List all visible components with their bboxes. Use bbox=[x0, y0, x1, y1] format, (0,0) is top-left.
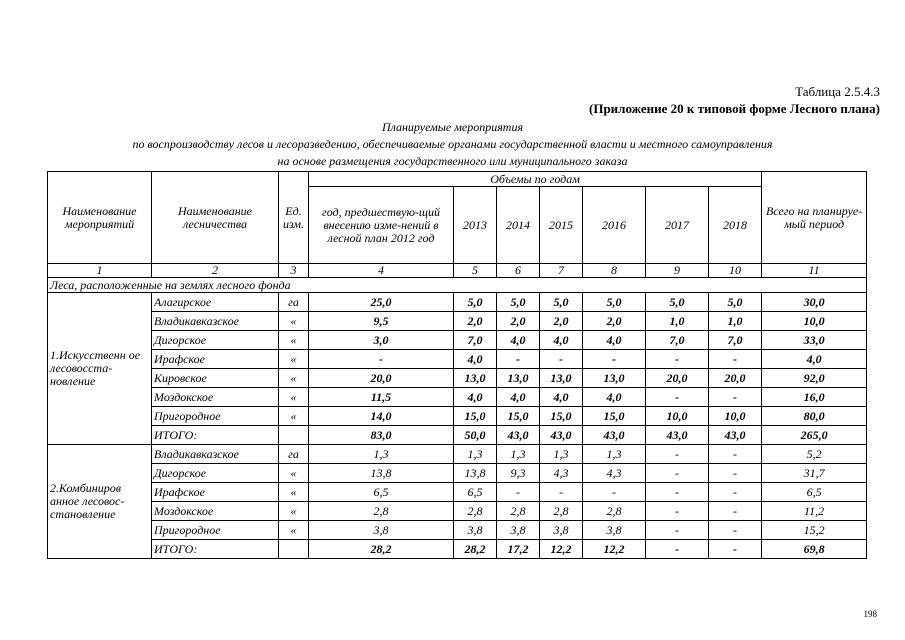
table-row bbox=[48, 521, 867, 540]
unit-cell: « bbox=[279, 464, 309, 483]
year-value: 43,0 bbox=[540, 426, 583, 445]
column-number: 4 bbox=[309, 264, 454, 278]
table-row bbox=[48, 407, 867, 426]
forestry-name: Дигорское bbox=[152, 464, 279, 483]
year-value: 3,8 bbox=[540, 521, 583, 540]
year-value: 2,0 bbox=[454, 312, 497, 331]
year-value: 20,0 bbox=[709, 369, 762, 388]
year-value: - bbox=[709, 521, 762, 540]
year-value: 2,8 bbox=[454, 502, 497, 521]
year-value: 2,0 bbox=[583, 312, 646, 331]
year-value: 13,0 bbox=[583, 369, 646, 388]
year-value: 9,3 bbox=[497, 464, 540, 483]
col-header-year: 2017 bbox=[646, 187, 709, 264]
year-value: 5,0 bbox=[646, 293, 709, 312]
year-value: 28,2 bbox=[454, 540, 497, 559]
total-value: 10,0 bbox=[762, 312, 867, 331]
year-value: - bbox=[583, 483, 646, 502]
year-value: 4,0 bbox=[540, 331, 583, 350]
unit-cell: « bbox=[279, 312, 309, 331]
year-value: 1,3 bbox=[583, 445, 646, 464]
year-value: 4,3 bbox=[540, 464, 583, 483]
year-value: - bbox=[646, 540, 709, 559]
total-value: 5,2 bbox=[762, 445, 867, 464]
year-value: 15,0 bbox=[497, 407, 540, 426]
before-value: 3,8 bbox=[309, 521, 454, 540]
table-row bbox=[48, 540, 867, 559]
year-value: 7,0 bbox=[646, 331, 709, 350]
forestry-name: ИТОГО: bbox=[152, 540, 279, 559]
forestry-name: Кировское bbox=[152, 369, 279, 388]
year-value: 20,0 bbox=[646, 369, 709, 388]
column-number: 11 bbox=[762, 264, 867, 278]
before-value: - bbox=[309, 350, 454, 369]
year-value: 1,3 bbox=[540, 445, 583, 464]
forestry-name: Владикавказское bbox=[152, 445, 279, 464]
year-value: 17,2 bbox=[497, 540, 540, 559]
year-value: - bbox=[646, 445, 709, 464]
year-value: 7,0 bbox=[454, 331, 497, 350]
year-value: 1,3 bbox=[497, 445, 540, 464]
page-number: 198 bbox=[863, 609, 877, 619]
before-value: 83,0 bbox=[309, 426, 454, 445]
before-value: 20,0 bbox=[309, 369, 454, 388]
unit-cell: « bbox=[279, 388, 309, 407]
before-value: 25,0 bbox=[309, 293, 454, 312]
total-value: 265,0 bbox=[762, 426, 867, 445]
year-value: 43,0 bbox=[583, 426, 646, 445]
table-row bbox=[48, 388, 867, 407]
year-value: 4,0 bbox=[540, 388, 583, 407]
year-value: 1,0 bbox=[646, 312, 709, 331]
year-value: - bbox=[646, 483, 709, 502]
total-value: 6,5 bbox=[762, 483, 867, 502]
year-value: - bbox=[709, 350, 762, 369]
before-value: 11,5 bbox=[309, 388, 454, 407]
year-value: - bbox=[709, 540, 762, 559]
before-value: 6,5 bbox=[309, 483, 454, 502]
activity-name: 1.Искусственн ое лесовосста-новление bbox=[48, 293, 152, 445]
col-header-forestry: Наименование лесничества bbox=[152, 172, 279, 264]
year-value: - bbox=[709, 464, 762, 483]
table-row bbox=[48, 464, 867, 483]
year-value: 13,0 bbox=[454, 369, 497, 388]
year-value: 2,8 bbox=[497, 502, 540, 521]
forestry-name: Дигорское bbox=[152, 331, 279, 350]
table-body bbox=[48, 172, 867, 559]
title-line-3: на основе размещения государственного или муниципального заказа bbox=[277, 154, 628, 168]
unit-cell bbox=[279, 540, 309, 559]
year-value: 43,0 bbox=[646, 426, 709, 445]
year-value: - bbox=[497, 483, 540, 502]
table-row bbox=[48, 502, 867, 521]
total-value: 30,0 bbox=[762, 293, 867, 312]
table-row bbox=[48, 483, 867, 502]
year-value: 15,0 bbox=[583, 407, 646, 426]
before-value: 3,0 bbox=[309, 331, 454, 350]
year-value: 5,0 bbox=[540, 293, 583, 312]
column-number: 6 bbox=[497, 264, 540, 278]
year-value: 3,8 bbox=[454, 521, 497, 540]
year-value: 5,0 bbox=[709, 293, 762, 312]
before-value: 14,0 bbox=[309, 407, 454, 426]
forestry-name: Пригородное bbox=[152, 521, 279, 540]
year-value: 15,0 bbox=[454, 407, 497, 426]
column-number: 10 bbox=[709, 264, 762, 278]
year-value: 2,8 bbox=[583, 502, 646, 521]
unit-cell: « bbox=[279, 331, 309, 350]
unit-cell: « bbox=[279, 369, 309, 388]
year-value: 5,0 bbox=[583, 293, 646, 312]
column-number: 2 bbox=[152, 264, 279, 278]
total-value: 15,2 bbox=[762, 521, 867, 540]
year-value: 12,2 bbox=[583, 540, 646, 559]
unit-cell: га bbox=[279, 445, 309, 464]
total-value: 31,7 bbox=[762, 464, 867, 483]
col-header-year: 2018 bbox=[709, 187, 762, 264]
col-header-year: 2014 bbox=[497, 187, 540, 264]
year-value: 7,0 bbox=[709, 331, 762, 350]
year-value: - bbox=[646, 464, 709, 483]
forestry-name: Ирафское bbox=[152, 483, 279, 502]
forestry-name: Алагирское bbox=[152, 293, 279, 312]
year-value: 5,0 bbox=[454, 293, 497, 312]
year-value: - bbox=[540, 483, 583, 502]
before-value: 13,8 bbox=[309, 464, 454, 483]
year-value: 43,0 bbox=[497, 426, 540, 445]
table-row bbox=[48, 331, 867, 350]
col-header-total: Всего на планируе-мый период bbox=[762, 172, 867, 264]
title-line-1: Планируемые мероприятия bbox=[381, 120, 524, 134]
year-value: - bbox=[583, 350, 646, 369]
year-value: 5,0 bbox=[497, 293, 540, 312]
year-value: 50,0 bbox=[454, 426, 497, 445]
total-value: 33,0 bbox=[762, 331, 867, 350]
col-header-unit: Ед. изм. bbox=[279, 172, 309, 264]
activity-name: 2.Комбиниров анное лесовос-становление bbox=[48, 445, 152, 559]
year-value: 4,0 bbox=[583, 388, 646, 407]
table-row bbox=[48, 350, 867, 369]
total-value: 4,0 bbox=[762, 350, 867, 369]
unit-cell: га bbox=[279, 293, 309, 312]
before-value: 28,2 bbox=[309, 540, 454, 559]
total-value: 92,0 bbox=[762, 369, 867, 388]
year-value: 4,0 bbox=[454, 388, 497, 407]
unit-cell bbox=[279, 426, 309, 445]
year-value: - bbox=[646, 350, 709, 369]
year-value: 6,5 bbox=[454, 483, 497, 502]
table-row bbox=[48, 293, 867, 312]
table-row bbox=[48, 426, 867, 445]
year-value: 43,0 bbox=[709, 426, 762, 445]
table-row bbox=[48, 445, 867, 464]
year-value: 2,0 bbox=[540, 312, 583, 331]
col-header-before: год, предшествую-щий внесению изме-нений в лесной план 2012 год bbox=[309, 187, 454, 264]
table-row bbox=[48, 369, 867, 388]
unit-cell: « bbox=[279, 350, 309, 369]
year-value: - bbox=[646, 502, 709, 521]
year-value: 10,0 bbox=[709, 407, 762, 426]
total-value: 80,0 bbox=[762, 407, 867, 426]
section-title: Леса, расположенные на землях лесного фонда bbox=[48, 278, 867, 293]
forestry-name: Владикавказское bbox=[152, 312, 279, 331]
appendix-note: (Приложение 20 к типовой форме Лесного плана) bbox=[589, 101, 880, 116]
title-line-2: по воспроизводству лесов и лесоразведению, обеспечиваемые органами государственной власти и местного самоуправления bbox=[132, 137, 773, 151]
year-value: - bbox=[497, 350, 540, 369]
total-value: 69,8 bbox=[762, 540, 867, 559]
col-header-years-group: Объемы по годам bbox=[309, 172, 762, 187]
year-value: 13,0 bbox=[497, 369, 540, 388]
year-value: 2,0 bbox=[497, 312, 540, 331]
year-value: 3,8 bbox=[583, 521, 646, 540]
before-value: 9,5 bbox=[309, 312, 454, 331]
unit-cell: « bbox=[279, 521, 309, 540]
unit-cell: « bbox=[279, 407, 309, 426]
forestry-name: Моздокское bbox=[152, 502, 279, 521]
table-row bbox=[48, 312, 867, 331]
column-number: 9 bbox=[646, 264, 709, 278]
year-value: - bbox=[709, 502, 762, 521]
col-header-year: 2015 bbox=[540, 187, 583, 264]
year-value: 10,0 bbox=[646, 407, 709, 426]
total-value: 11,2 bbox=[762, 502, 867, 521]
year-value: - bbox=[709, 445, 762, 464]
column-numbers-row bbox=[48, 264, 867, 278]
year-value: - bbox=[709, 388, 762, 407]
column-number: 1 bbox=[48, 264, 152, 278]
year-value: - bbox=[646, 388, 709, 407]
year-value: 4,3 bbox=[583, 464, 646, 483]
header-row-group bbox=[48, 172, 867, 187]
col-header-year: 2013 bbox=[454, 187, 497, 264]
col-header-year: 2016 bbox=[583, 187, 646, 264]
column-number: 3 bbox=[279, 264, 309, 278]
unit-cell: « bbox=[279, 502, 309, 521]
before-value: 2,8 bbox=[309, 502, 454, 521]
year-value: 4,0 bbox=[497, 331, 540, 350]
forestry-name: ИТОГО: bbox=[152, 426, 279, 445]
section-row bbox=[48, 278, 867, 293]
year-value: 1,3 bbox=[454, 445, 497, 464]
total-value: 16,0 bbox=[762, 388, 867, 407]
year-value: 12,2 bbox=[540, 540, 583, 559]
year-value: 13,8 bbox=[454, 464, 497, 483]
year-value: 4,0 bbox=[497, 388, 540, 407]
column-number: 7 bbox=[540, 264, 583, 278]
year-value: - bbox=[540, 350, 583, 369]
year-value: 2,8 bbox=[540, 502, 583, 521]
year-value: 1,0 bbox=[709, 312, 762, 331]
year-value: 4,0 bbox=[583, 331, 646, 350]
year-value: 3,8 bbox=[497, 521, 540, 540]
forestry-name: Ирафское bbox=[152, 350, 279, 369]
year-value: 13,0 bbox=[540, 369, 583, 388]
table-number: Таблица 2.5.4.3 bbox=[795, 84, 880, 99]
column-number: 5 bbox=[454, 264, 497, 278]
year-value: 4,0 bbox=[454, 350, 497, 369]
year-value: 15,0 bbox=[540, 407, 583, 426]
forestry-name: Пригородное bbox=[152, 407, 279, 426]
planned-activities-table bbox=[47, 171, 867, 559]
forestry-name: Моздокское bbox=[152, 388, 279, 407]
unit-cell: « bbox=[279, 483, 309, 502]
column-number: 8 bbox=[583, 264, 646, 278]
year-value: - bbox=[646, 521, 709, 540]
before-value: 1,3 bbox=[309, 445, 454, 464]
year-value: - bbox=[709, 483, 762, 502]
col-header-activity: Наименование мероприятий bbox=[48, 172, 152, 264]
